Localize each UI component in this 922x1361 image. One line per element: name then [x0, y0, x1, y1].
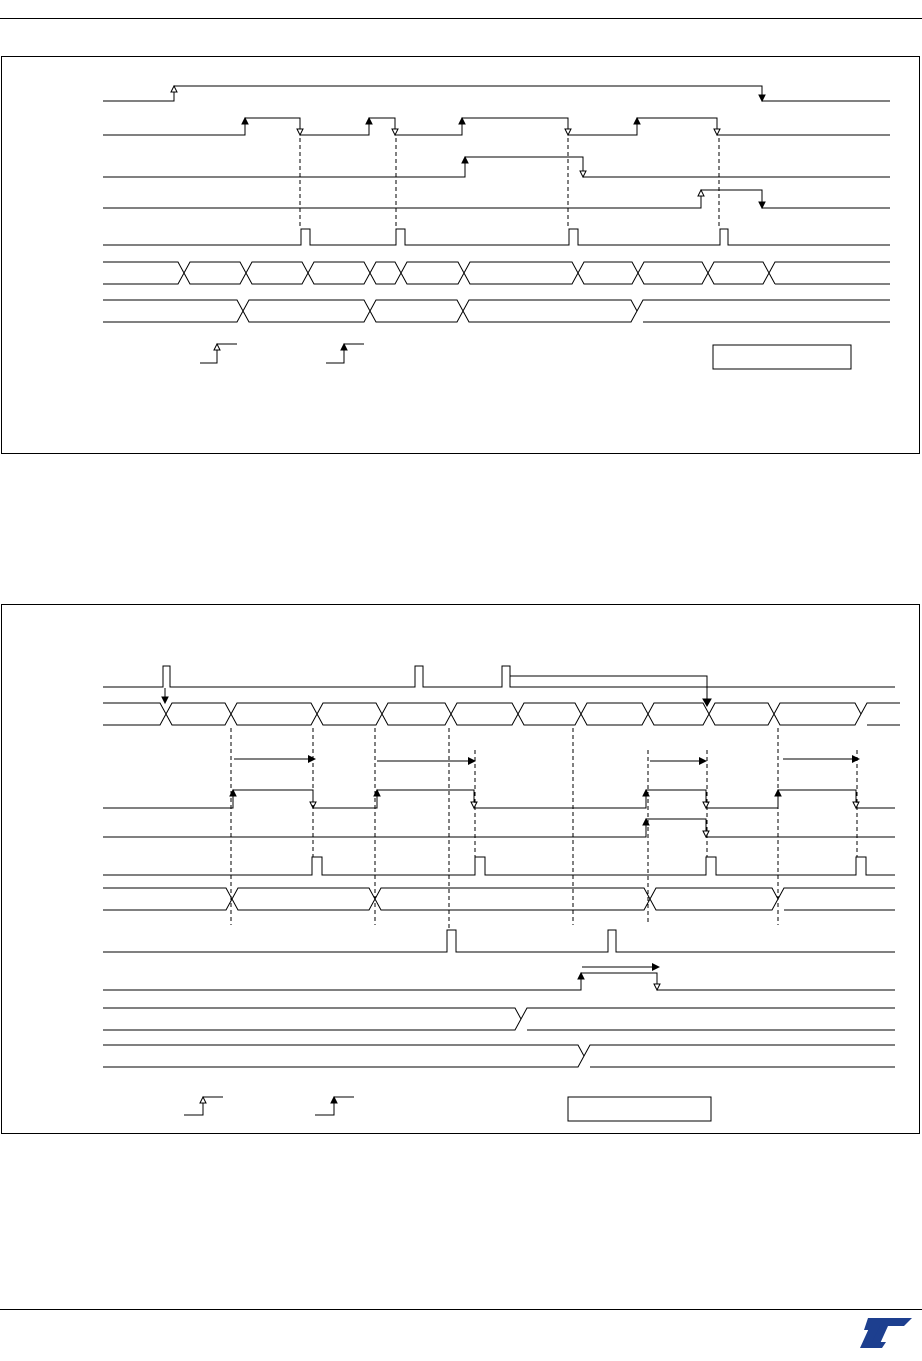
fig1-signal-4 [103, 190, 890, 208]
fig1-legend-box [713, 345, 851, 369]
fig2-signal-6 [103, 973, 895, 990]
figure-2 [103, 666, 900, 1121]
fig2-signal-3 [103, 819, 895, 837]
figure-1 [103, 86, 890, 369]
fig1-bus-1 [103, 262, 890, 284]
fig2-bus-2 [103, 888, 895, 910]
fig1-signal-1 [103, 86, 890, 101]
fig2-signal-4 [103, 857, 895, 875]
fig1-bus-2 [103, 300, 890, 322]
fig2-legend-box [568, 1097, 711, 1121]
fig1-signal-3 [103, 157, 890, 177]
fig2-delay-arrows [234, 759, 856, 761]
fig2-bus-4 [103, 1045, 895, 1067]
fig1-dashed-markers [300, 138, 719, 229]
fig2-dashed-markers [231, 728, 857, 930]
fig2-bus-1 [103, 703, 900, 725]
st-logo-icon [858, 1316, 914, 1350]
fig2-bus-3 [103, 1008, 895, 1030]
fig2-signal-1 [103, 666, 895, 687]
fig2-signal-5 [103, 930, 895, 952]
fig2-arrow-1 [510, 676, 707, 705]
fig1-signal-5 [103, 229, 890, 245]
fig1-signal-2 [103, 118, 890, 135]
